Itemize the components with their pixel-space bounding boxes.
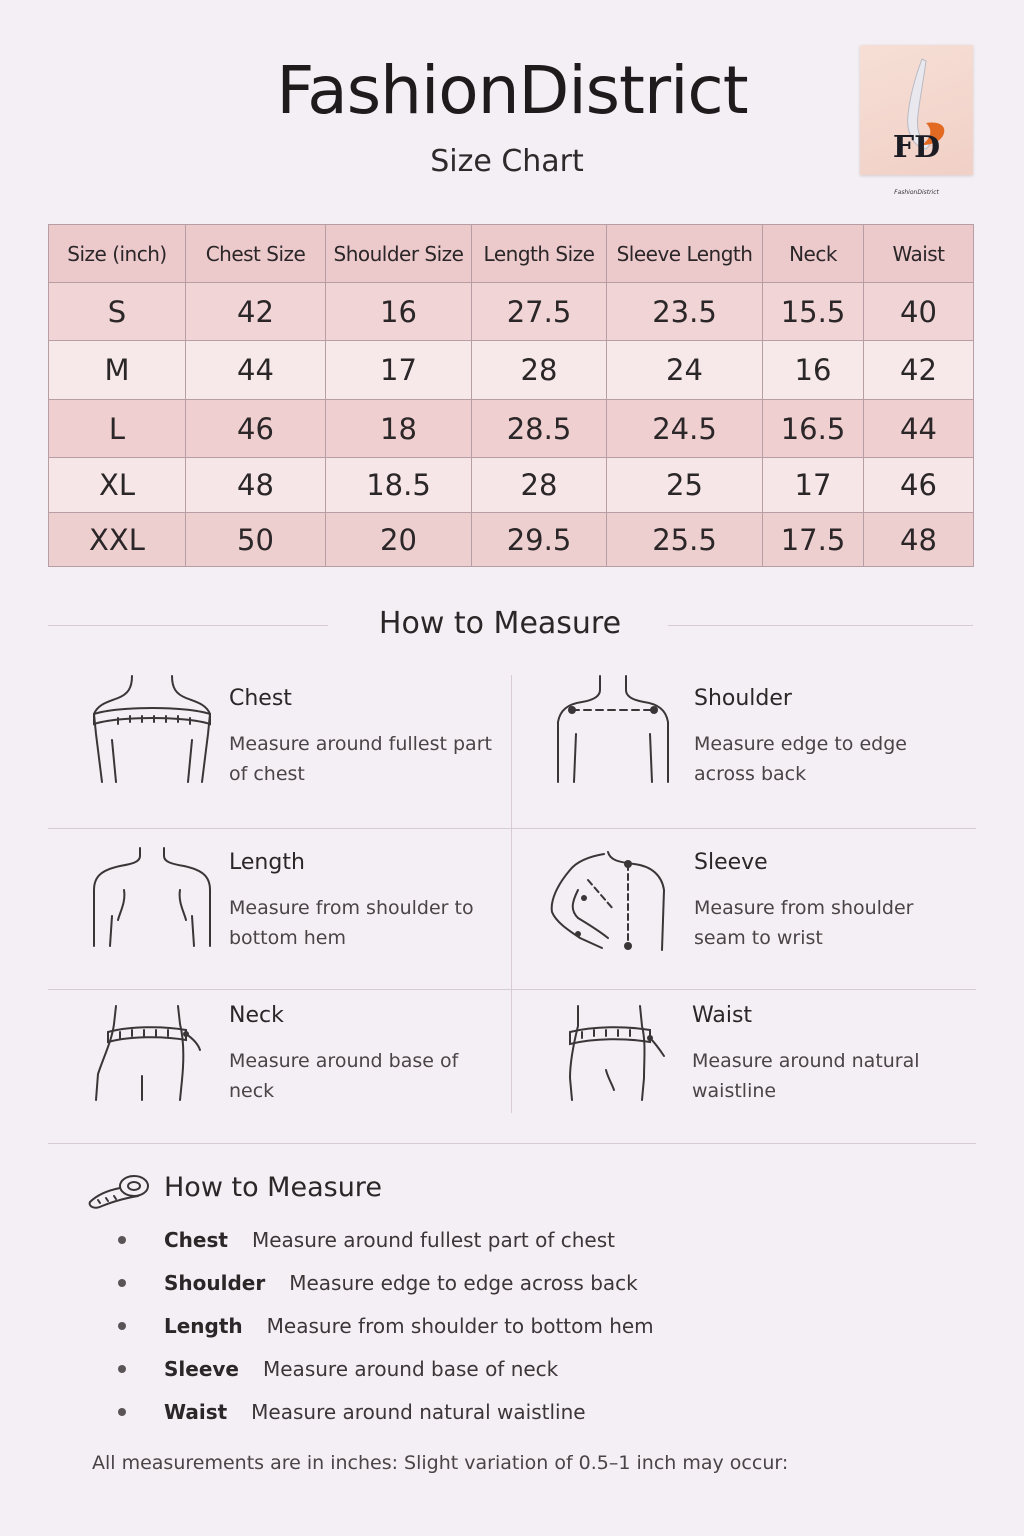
tip-value: Measure around natural waistline [251, 1399, 586, 1424]
brand-title: FashionDistrict [276, 52, 748, 129]
cell-chest: 50 [186, 513, 326, 567]
cell-neck: 16.5 [763, 400, 864, 458]
cell-neck: 17 [763, 458, 864, 513]
chest-measure-icon [88, 674, 218, 786]
cell-chest: 46 [186, 400, 326, 458]
guide-desc: Measure around base of neck [229, 1050, 459, 1102]
header-size: Size (inch) [49, 225, 186, 283]
guide-title: Chest [229, 686, 292, 711]
table-row [49, 400, 974, 458]
bullet-icon [118, 1236, 126, 1244]
guide-title: Shoulder [694, 686, 792, 711]
header-length: Length Size [472, 225, 607, 283]
cell-sleeve: 23.5 [607, 283, 763, 341]
tip-value: Measure edge to edge across back [289, 1270, 638, 1295]
cell-shoulder: 20 [326, 513, 472, 567]
cell-length: 27.5 [472, 283, 607, 341]
cell-sleeve: 25 [607, 458, 763, 513]
divider [48, 1143, 976, 1144]
guide-title: Sleeve [694, 850, 768, 875]
header-chest: Chest Size [186, 225, 326, 283]
cell-size: S [49, 283, 186, 341]
cell-neck: 17.5 [763, 513, 864, 567]
divider [511, 675, 512, 1113]
brand-logo [860, 45, 973, 196]
list-item [118, 1390, 654, 1433]
tips-title: How to Measure [164, 1172, 382, 1203]
cell-length: 28.5 [472, 400, 607, 458]
tip-key: Shoulder [164, 1270, 266, 1295]
cell-length: 29.5 [472, 513, 607, 567]
cell-waist: 48 [864, 513, 974, 567]
cell-length: 28 [472, 458, 607, 513]
cell-shoulder: 18.5 [326, 458, 472, 513]
list-item [118, 1218, 654, 1261]
cell-length: 28 [472, 341, 607, 400]
footer-note: All measurements are in inches: Slight variation of 0.5–1 inch may occur: [92, 1452, 789, 1474]
guide-title: Length [229, 850, 305, 875]
page-subtitle: Size Chart [430, 144, 584, 179]
guide-title: Waist [692, 1003, 753, 1028]
tip-key: Length [164, 1313, 243, 1338]
table-row [49, 341, 974, 400]
size-chart-table [48, 224, 974, 567]
cell-size: M [49, 341, 186, 400]
list-item [118, 1304, 654, 1347]
table-row [49, 513, 974, 567]
how-to-measure-title: How to Measure [378, 606, 622, 641]
header-sleeve: Sleeve Length [607, 225, 763, 283]
tip-value: Measure from shoulder to bottom hem [266, 1313, 654, 1338]
bullet-icon [118, 1322, 126, 1330]
cell-waist: 40 [864, 283, 974, 341]
cell-chest: 48 [186, 458, 326, 513]
cell-shoulder: 17 [326, 341, 472, 400]
header-waist: Waist [864, 225, 974, 283]
table-row [49, 458, 974, 513]
tips-list [118, 1218, 654, 1433]
tip-key: Chest [164, 1227, 228, 1252]
bullet-icon [118, 1408, 126, 1416]
tip-key: Waist [164, 1399, 228, 1424]
guide-desc: Measure around fullest part of chest [229, 733, 492, 785]
cell-chest: 42 [186, 283, 326, 341]
cell-sleeve: 25.5 [607, 513, 763, 567]
cell-neck: 16 [763, 341, 864, 400]
list-item [118, 1347, 654, 1390]
logo-name: FashionDistrict [894, 189, 939, 196]
list-item [118, 1261, 654, 1304]
cell-shoulder: 18 [326, 400, 472, 458]
waist-measure-icon [560, 1004, 668, 1102]
bullet-icon [118, 1365, 126, 1373]
cell-sleeve: 24.5 [607, 400, 763, 458]
table-row [49, 283, 974, 341]
cell-waist: 42 [864, 341, 974, 400]
cell-waist: 44 [864, 400, 974, 458]
guide-desc: Measure edge to edge across back [694, 733, 907, 785]
neck-measure-icon [94, 1004, 206, 1102]
table-header-row [49, 225, 974, 283]
shoulder-measure-icon [554, 674, 672, 786]
cell-size: XL [49, 458, 186, 513]
cell-neck: 15.5 [763, 283, 864, 341]
header-shoulder: Shoulder Size [326, 225, 472, 283]
divider [48, 989, 976, 990]
cell-shoulder: 16 [326, 283, 472, 341]
cell-sleeve: 24 [607, 341, 763, 400]
cell-waist: 46 [864, 458, 974, 513]
sleeve-measure-icon [548, 850, 672, 954]
tip-value: Measure around fullest part of chest [251, 1227, 615, 1252]
cell-size: L [49, 400, 186, 458]
divider [48, 828, 976, 829]
cell-chest: 44 [186, 341, 326, 400]
measuring-tape-icon [86, 1172, 152, 1212]
length-measure-icon [90, 846, 214, 950]
bullet-icon [118, 1279, 126, 1287]
cell-size: XXL [49, 513, 186, 567]
guide-title: Neck [229, 1003, 284, 1028]
header-neck: Neck [763, 225, 864, 283]
tip-key: Sleeve [164, 1356, 239, 1381]
logo-mark: FD [892, 130, 941, 165]
tip-value: Measure around base of neck [263, 1356, 559, 1381]
guide-desc: Measure from shoulder seam to wrist [694, 897, 914, 949]
guide-desc: Measure from shoulder to bottom hem [229, 897, 474, 949]
guide-desc: Measure around natural waistline [692, 1050, 920, 1102]
